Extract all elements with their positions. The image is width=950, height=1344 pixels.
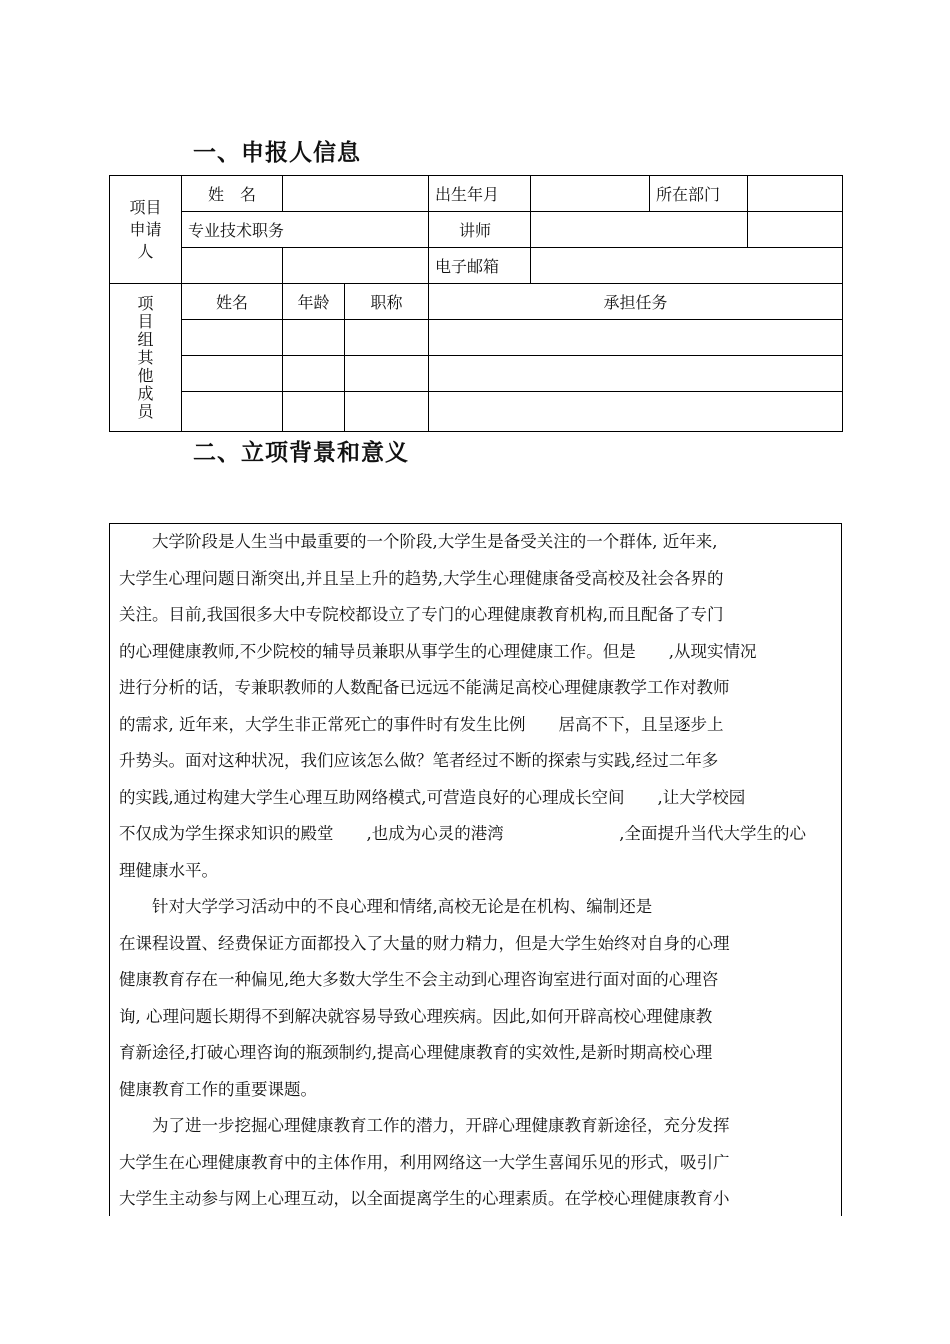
member-cell[interactable]: [182, 392, 283, 432]
member-cell[interactable]: [182, 356, 283, 392]
title-label: 专业技术职务: [182, 212, 429, 248]
body-line: 的心理健康教师,不少院校的辅导员兼职从事学生的心理健康工作。但是 ,从现实情况: [119, 641, 757, 661]
body-line: 大学生在心理健康教育中的主体作用，利用网络这一大学生喜闻乐见的形式，吸引广: [119, 1152, 730, 1172]
member-cell[interactable]: [429, 392, 843, 432]
member-header-task: 承担任务: [429, 284, 843, 320]
member-header-title: 职称: [345, 284, 429, 320]
body-line: 在课程设置、经费保证方面都投入了大量的财力精力，但是大学生始终对自身的心理: [119, 933, 730, 953]
body-line: 理健康水平。: [119, 860, 218, 880]
member-cell[interactable]: [429, 356, 843, 392]
body-line: 为了进一步挖掘心理健康教育工作的潜力，开辟心理健康教育新途径，充分发挥: [119, 1116, 730, 1135]
member-header-age: 年龄: [283, 284, 345, 320]
body-line: 询, 心理问题长期得不到解决就容易导致心理疾病。因此,如何开辟高校心理健康教: [119, 1006, 713, 1026]
applicant-label: 项目 申请 人: [110, 176, 182, 284]
title-extra[interactable]: [531, 212, 748, 248]
member-cell[interactable]: [345, 392, 429, 432]
body-line: 进行分析的话，专兼职教师的人数配备已远远不能满足高校心理健康教学工作对教师: [119, 678, 730, 697]
title-value: 讲师: [429, 212, 531, 248]
body-line: 升势头。面对这种状况，我们应该怎么做？笔者经过不断的探索与实践,经过二年多: [119, 751, 719, 770]
member-cell[interactable]: [345, 320, 429, 356]
member-header-name: 姓名: [182, 284, 283, 320]
member-cell[interactable]: [283, 356, 345, 392]
member-cell[interactable]: [429, 320, 843, 356]
title-extra-2[interactable]: [748, 212, 843, 248]
name-value[interactable]: [283, 176, 429, 212]
background-text-box: [109, 523, 842, 1216]
birth-value[interactable]: [531, 176, 650, 212]
name-label: 姓 名: [182, 176, 283, 212]
members-label: 项 目 组 其 他 成 员: [110, 284, 182, 432]
body-text: [119, 524, 833, 1216]
dept-value[interactable]: [748, 176, 843, 212]
email-label: 电子邮箱: [429, 248, 531, 284]
section-2-title: 二、立项背景和意义: [193, 440, 409, 466]
birth-label: 出生年月: [429, 176, 531, 212]
body-line: 育新途径,打破心理咨询的瓶颈制约,提高心理健康教育的实效性,是新时期高校心理: [119, 1043, 713, 1062]
member-cell[interactable]: [182, 320, 283, 356]
blank-cell: [283, 248, 429, 284]
member-cell[interactable]: [345, 356, 429, 392]
email-value[interactable]: [531, 248, 843, 284]
body-line: 的实践,通过构建大学生心理互助网络模式,可营造良好的心理成长空间 ,让大学校园: [119, 787, 746, 807]
body-line: 大学阶段是人生当中最重要的一个阶段,大学生是备受关注的一个群体, 近年来,: [119, 532, 718, 551]
body-line: 不仅成为学生探求知识的殿堂 ,也成为心灵的港湾 ,全面提升当代大学生的心: [119, 824, 806, 843]
body-line: 的需求, 近年来，大学生非正常死亡的事件时有发生比例 居高不下，且呈逐步上: [119, 714, 724, 734]
section-1-title: 一、申报人信息: [193, 140, 361, 166]
body-line: 大学生主动参与网上心理互动，以全面提离学生的心理素质。在学校心理健康教育小: [119, 1189, 730, 1208]
body-line: 针对大学学习活动中的不良心理和情绪,高校无论是在机构、编制还是: [119, 897, 653, 916]
member-cell[interactable]: [283, 392, 345, 432]
body-line: 健康教育存在一种偏见,绝大多数大学生不会主动到心理咨询室进行面对面的心理咨: [119, 970, 719, 989]
body-line: 大学生心理问题日渐突出,并且呈上升的趋势,大学生心理健康备受高校及社会各界的: [119, 568, 724, 588]
blank-cell: [182, 248, 283, 284]
dept-label: 所在部门: [650, 176, 748, 212]
body-line: 关注。目前,我国很多大中专院校都设立了专门的心理健康教育机构,而且配备了专门: [119, 605, 724, 624]
applicant-info-table: [109, 175, 843, 432]
body-line: 健康教育工作的重要课题。: [119, 1079, 317, 1099]
member-cell[interactable]: [283, 320, 345, 356]
